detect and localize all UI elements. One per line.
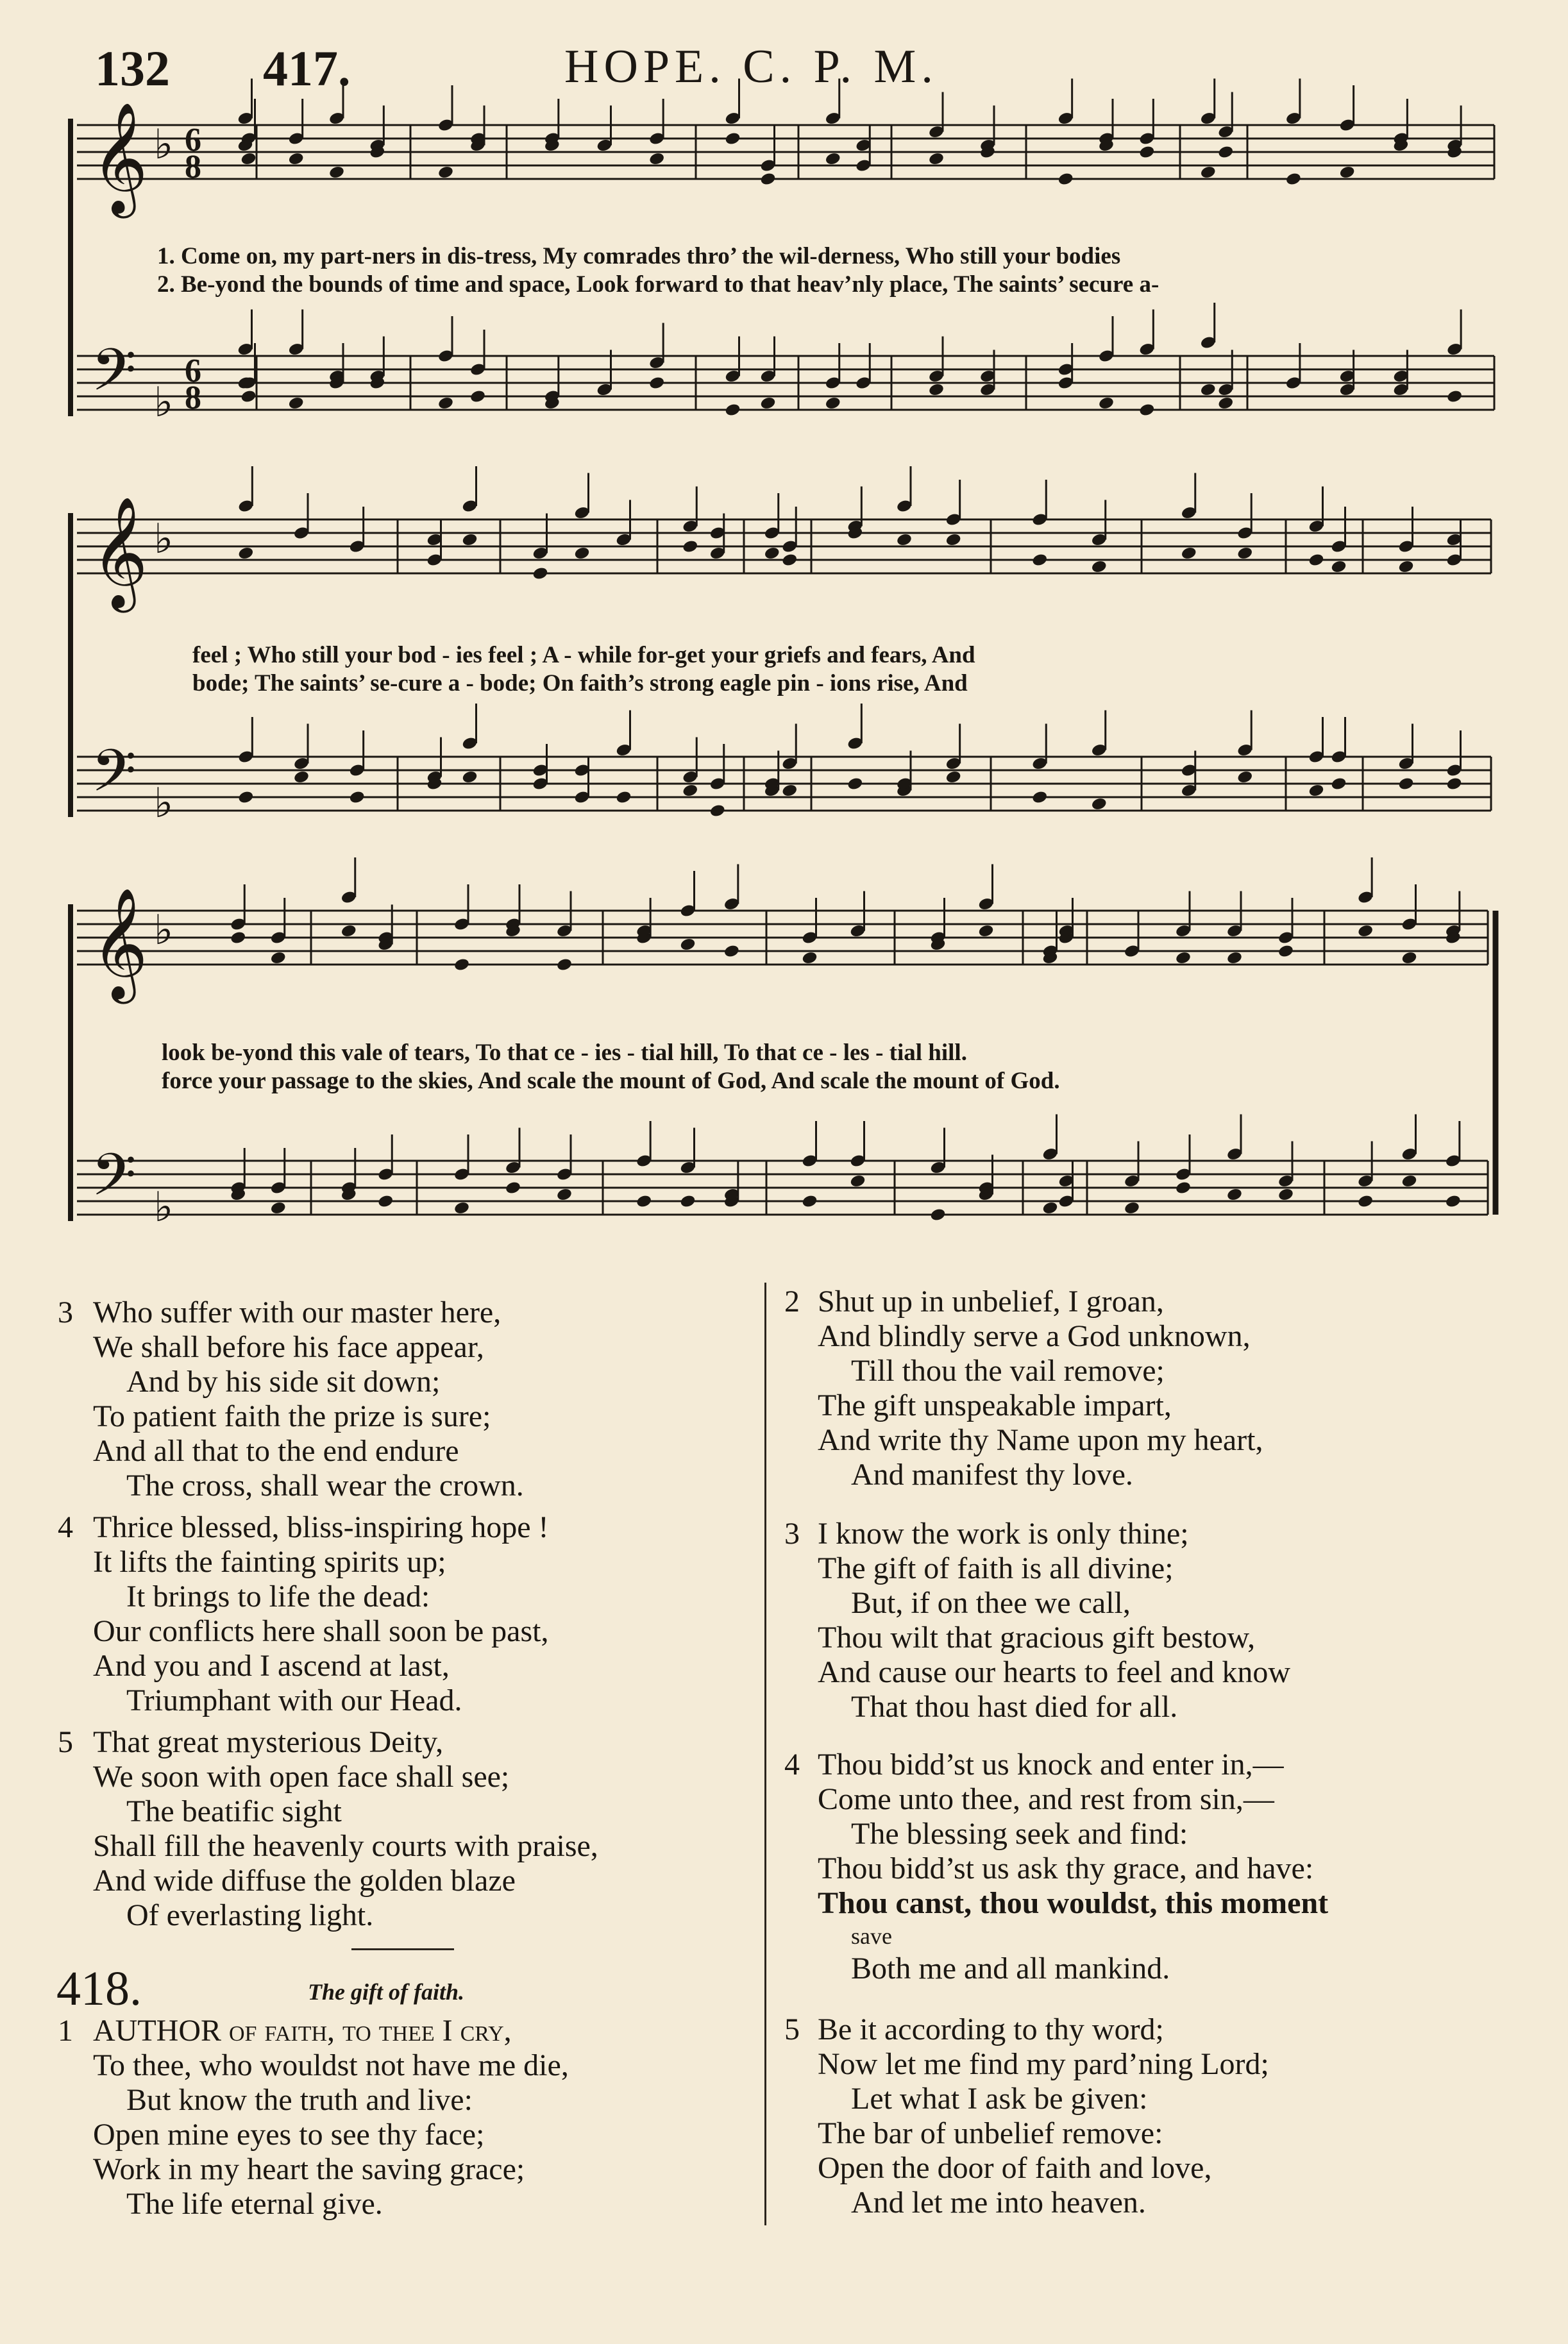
- time-signature-denominator: 8: [185, 149, 201, 185]
- stanza-line: Now let me find my pard’ning Lord;: [818, 2047, 1269, 2081]
- note-head: [1200, 165, 1217, 180]
- note-head: [1339, 165, 1356, 180]
- stanza-line: But know the truth and live:: [126, 2083, 473, 2117]
- note-head: [682, 539, 698, 554]
- note-head: [1217, 145, 1234, 160]
- stanza-line: And you and I ascend at last,: [93, 1649, 450, 1683]
- stanza-line: Till thou the vail remove;: [851, 1354, 1165, 1388]
- note-head: [1041, 1201, 1058, 1215]
- stanza-line: It lifts the fainting spirits up;: [93, 1545, 446, 1579]
- treble-clef-icon: 𝄞: [91, 102, 148, 214]
- note-head: [1357, 1194, 1374, 1209]
- stanza-line: Be it according to thy word;: [818, 2012, 1164, 2046]
- stanza-418-5: [784, 2012, 1269, 2220]
- stanza-line: Thrice blessed, bliss-inspiring hope !: [93, 1510, 549, 1544]
- stanza-number: 5: [784, 2012, 800, 2046]
- bass-clef-icon: 𝄢: [91, 737, 137, 819]
- stanza-line: Thou wilt that gracious gift bestow,: [818, 1621, 1256, 1655]
- stanza-line: Of everlasting light.: [126, 1898, 374, 1932]
- stanza-line: To patient faith the prize is sure;: [93, 1399, 491, 1433]
- system-2-verse-1: feel ; Who still your bod - ies feel ; A - while for-get your griefs and fears, And: [192, 642, 975, 668]
- stanza-line: Shall fill the heavenly courts with praise,: [93, 1829, 598, 1863]
- stanza-line: And let me into heaven.: [851, 2186, 1146, 2220]
- stanza-line: The gift unspeakable impart,: [818, 1388, 1172, 1422]
- stanza-line: But, if on thee we call,: [851, 1586, 1131, 1620]
- note-head: [1357, 923, 1374, 938]
- note-head: [1397, 777, 1414, 791]
- note-head: [453, 957, 470, 972]
- flat-icon: ♭: [154, 780, 174, 827]
- note-head: [1446, 389, 1463, 404]
- note-head: [825, 151, 841, 166]
- note-head: [453, 1201, 470, 1215]
- note-head: [679, 1194, 696, 1209]
- note-head: [1058, 172, 1074, 187]
- note-head: [240, 151, 257, 166]
- stanza-417-3: [58, 1295, 524, 1503]
- note-head: [615, 790, 632, 805]
- treble-clef-icon: 𝄞: [91, 496, 148, 608]
- stanza-line: And blindly serve a God unknown,: [818, 1319, 1251, 1353]
- note-head: [1401, 950, 1417, 965]
- note-head: [1226, 950, 1243, 965]
- note-head: [724, 403, 741, 417]
- note-head: [1031, 790, 1048, 805]
- stanza-line: We shall before his face appear,: [93, 1330, 484, 1364]
- hymn-title: HOPE. C. P. M.: [564, 40, 938, 93]
- note-head: [1397, 559, 1414, 574]
- stanza-number: 3: [58, 1295, 73, 1329]
- note-head: [1236, 770, 1253, 784]
- note-head: [1446, 777, 1462, 791]
- system-1-verse-2: 2. Be-yond the bounds of time and space, Look forward to that heav’nly place, The saints’ secure a-: [157, 271, 1159, 298]
- stanza-line: Thou canst, thou wouldst, this moment: [818, 1886, 1329, 1920]
- note-head: [270, 950, 287, 965]
- note-head: [505, 1181, 521, 1195]
- note-head: [648, 376, 665, 391]
- note-head: [723, 944, 740, 959]
- note-head: [573, 546, 590, 561]
- system-3-verse-1: look be-yond this vale of tears, To that ce - ies - tial hill, To that ce - les - tial hill.: [162, 1040, 967, 1066]
- stanza-418-1: [58, 2014, 569, 2222]
- note-head: [1330, 777, 1347, 791]
- note-head: [929, 1208, 946, 1222]
- note-head: [556, 957, 573, 972]
- note-head: [341, 923, 357, 938]
- note-head: [945, 770, 962, 784]
- note-head: [679, 937, 696, 952]
- note-head: [1200, 382, 1217, 397]
- note-head: [759, 396, 776, 410]
- stanza-418-4: [784, 1748, 1329, 1986]
- note-head: [461, 532, 478, 547]
- note-head: [237, 546, 254, 561]
- note-head: [1091, 559, 1108, 574]
- note-head: [648, 151, 665, 166]
- note-head: [469, 389, 486, 404]
- stanza-line: The bar of unbelief remove:: [818, 2116, 1163, 2150]
- stanza-number: 1: [58, 2014, 73, 2048]
- note-head: [270, 1201, 287, 1215]
- stanza-line: That thou hast died for all.: [851, 1690, 1178, 1724]
- stanza-418-3: [784, 1517, 1291, 1724]
- stanza-line: Thou bidd’st us ask thy grace, and have:: [818, 1851, 1314, 1885]
- note-head: [1175, 950, 1192, 965]
- note-head: [781, 783, 798, 798]
- hymn-418-number: 418.: [56, 1962, 142, 2016]
- stanza-417-5: [58, 1725, 598, 1933]
- note-head: [293, 770, 310, 784]
- stanza-line: And cause our hearts to feel and know: [818, 1655, 1291, 1689]
- stanza-line: We soon with open face shall see;: [93, 1760, 510, 1794]
- note-head: [764, 546, 780, 561]
- note-head: [928, 382, 945, 397]
- stanza-line: Open mine eyes to see thy face;: [93, 2118, 485, 2152]
- system-1-verse-1: 1. Come on, my part-ners in dis-tress, My comrades thro’ the wil-derness, Who still your bodies: [157, 243, 1121, 269]
- stanza-line: Our conflicts here shall soon be past,: [93, 1614, 549, 1648]
- stanza-line: And all that to the end endure: [93, 1434, 459, 1468]
- stanza-line: Come unto thee, and rest from sin,—: [818, 1782, 1274, 1816]
- stanza-number: 4: [784, 1748, 800, 1782]
- note-head: [1138, 403, 1155, 417]
- stanza-418-2: [784, 1285, 1263, 1492]
- note-head: [1285, 172, 1302, 187]
- time-signature-numerator: 6: [185, 353, 201, 389]
- treble-clef-icon: 𝄞: [91, 888, 148, 999]
- flat-icon: ♭: [154, 1184, 174, 1231]
- stanza-line: And wide diffuse the golden blaze: [93, 1864, 516, 1898]
- note-head: [437, 165, 454, 180]
- flat-icon: ♭: [154, 121, 174, 169]
- note-head: [1277, 1187, 1294, 1202]
- note-head: [801, 1194, 818, 1209]
- note-head: [1226, 1187, 1243, 1202]
- note-head: [349, 790, 366, 805]
- stanza-number: 3: [784, 1517, 800, 1551]
- note-head: [847, 777, 863, 791]
- note-head: [1308, 553, 1324, 568]
- note-head: [1330, 559, 1347, 574]
- stanza-line: The cross, shall wear the crown.: [126, 1469, 524, 1503]
- stanza-line: It brings to life the dead:: [126, 1580, 430, 1614]
- stanza-line: Shut up in unbelief, I groan,: [818, 1285, 1164, 1319]
- stanza-number: 2: [784, 1285, 800, 1319]
- note-head: [825, 396, 841, 410]
- note-head: [377, 1194, 394, 1209]
- stanza-line: And by his side sit down;: [126, 1365, 441, 1399]
- hymn-418-subtitle: The gift of faith.: [308, 1979, 464, 2005]
- bass-clef-icon: 𝄢: [91, 336, 137, 418]
- system-3-verse-2: force your passage to the skies, And scale the mount of God, And scale the mount of God.: [162, 1068, 1060, 1094]
- stanza-line: To thee, who wouldst not have me die,: [93, 2048, 569, 2082]
- flat-icon: ♭: [154, 516, 174, 563]
- note-head: [709, 804, 726, 818]
- stanza-line: Both me and all mankind.: [851, 1952, 1170, 1986]
- system-2-verse-2: bode; The saints’ se-cure a - bode; On faith’s strong eagle pin - ions rise, And: [192, 670, 968, 696]
- note-head: [437, 396, 454, 410]
- stanza-number: 4: [58, 1510, 73, 1544]
- note-head: [1124, 1201, 1140, 1215]
- note-head: [288, 151, 305, 166]
- note-head: [556, 1187, 573, 1202]
- note-head: [928, 151, 945, 166]
- time-signature-denominator: 8: [185, 380, 201, 416]
- note-head: [1401, 1174, 1417, 1188]
- note-head: [461, 770, 478, 784]
- note-head: [1277, 944, 1294, 959]
- note-head: [1217, 396, 1234, 410]
- note-head: [328, 165, 345, 180]
- note-head: [781, 553, 798, 568]
- note-head: [1031, 553, 1048, 568]
- hymn-separator-rule: [351, 1948, 454, 1950]
- stanza-line: And write thy Name upon my heart,: [818, 1423, 1263, 1457]
- note-head: [682, 783, 698, 798]
- note-head: [1445, 1194, 1462, 1209]
- stanza-line: The beatific sight: [126, 1794, 342, 1828]
- note-head: [849, 1174, 866, 1188]
- note-head: [896, 532, 913, 547]
- column-divider: [764, 1283, 766, 2225]
- note-head: [237, 790, 254, 805]
- stanza-line: Triumphant with our Head.: [126, 1683, 462, 1717]
- stanza-line: Open the door of faith and love,: [818, 2151, 1212, 2185]
- stanza-line: I know the work is only thine;: [818, 1517, 1189, 1551]
- note-head: [801, 950, 818, 965]
- note-head: [532, 566, 548, 581]
- note-head: [977, 923, 994, 938]
- stanza-line: Work in my heart the saving grace;: [93, 2152, 525, 2186]
- flat-icon: ♭: [154, 907, 174, 954]
- note-head: [636, 1194, 652, 1209]
- note-head: [1236, 546, 1253, 561]
- note-head: [1181, 546, 1197, 561]
- note-head: [288, 396, 305, 410]
- note-head: [240, 389, 257, 404]
- stanza-line: That great mysterious Deity,: [93, 1725, 444, 1759]
- stanza-line: And manifest thy love.: [851, 1458, 1133, 1492]
- time-signature-numerator: 6: [185, 122, 201, 158]
- note-head: [1098, 396, 1115, 410]
- bass-clef-icon: 𝄢: [91, 1141, 137, 1223]
- note-head: [945, 532, 962, 547]
- note-head: [1308, 783, 1324, 798]
- stanza-417-4: [58, 1510, 549, 1718]
- stanza-number: 5: [58, 1725, 73, 1759]
- stanza-line: The life eternal give.: [126, 2187, 383, 2221]
- note-head: [759, 172, 776, 187]
- stanza-line: AUTHOR of faith, to thee I cry,: [93, 2014, 512, 2048]
- stanza-line: The gift of faith is all divine;: [818, 1551, 1174, 1585]
- note-head: [724, 131, 741, 146]
- stanza-line: Let what I ask be given:: [851, 2082, 1148, 2116]
- stanza-line: save: [851, 1923, 892, 1949]
- stanza-line: Who suffer with our master here,: [93, 1295, 502, 1329]
- page-number: 132: [95, 40, 170, 96]
- note-head: [1091, 797, 1108, 811]
- stanza-line: The blessing seek and find:: [851, 1817, 1188, 1851]
- stanza-line: Thou bidd’st us knock and enter in,—: [818, 1748, 1284, 1782]
- note-head: [1138, 145, 1155, 160]
- flat-icon: ♭: [154, 379, 174, 426]
- hymn-number: 417.: [263, 40, 351, 96]
- note-head: [1175, 1181, 1192, 1195]
- note-head: [230, 931, 246, 945]
